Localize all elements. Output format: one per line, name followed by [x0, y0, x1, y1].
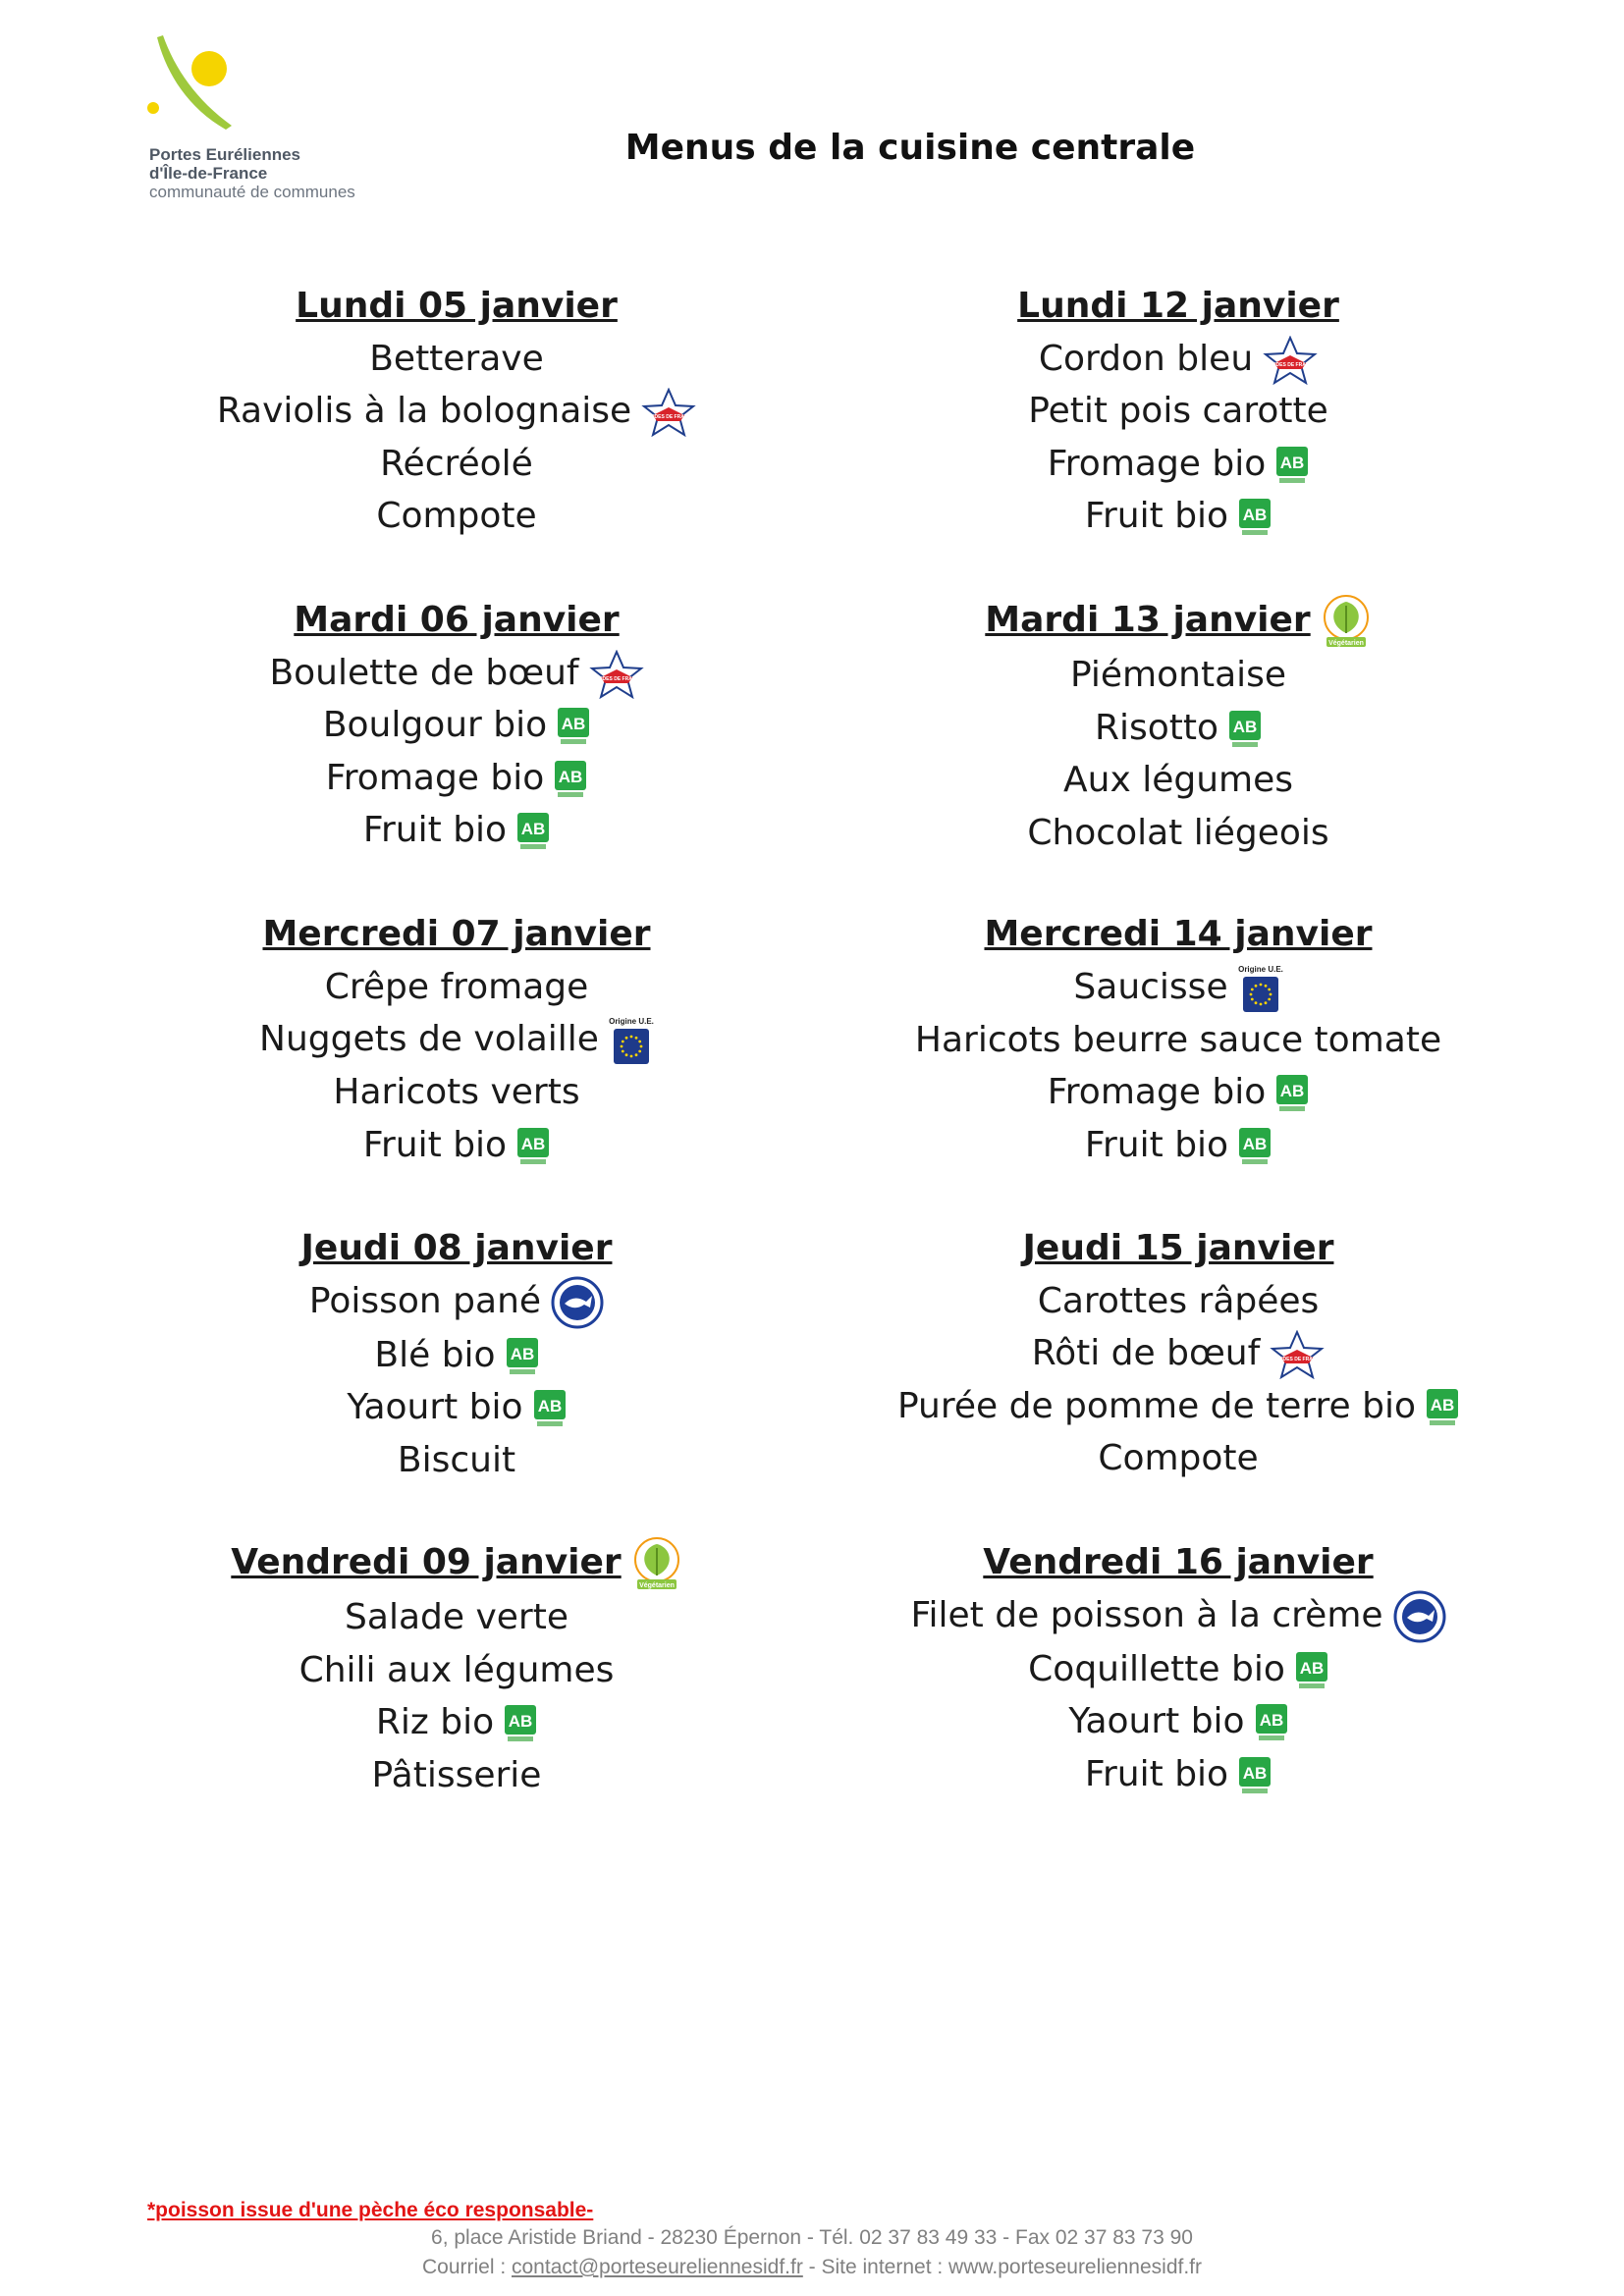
menu-item: [815, 1327, 1542, 1380]
day-title-text: Mardi 06 janvier: [294, 600, 620, 640]
menu-item: [815, 1643, 1542, 1696]
viandes-de-france-icon: [1260, 1333, 1325, 1373]
ab-bio-icon: [523, 1387, 567, 1427]
day-title: [93, 908, 820, 961]
day-menu: [93, 1536, 820, 1850]
menu-item-text: Fromage bio: [325, 757, 545, 798]
svg-text:VIANDES DE FRANCE: VIANDES DE FRANCE: [590, 675, 642, 682]
menu-item-text: Riz bio: [375, 1702, 495, 1742]
day-menu: [815, 908, 1542, 1222]
org-line-3: communauté de communes: [149, 183, 355, 201]
ab-bio-icon: [1285, 1649, 1328, 1689]
logo-mark-icon: [137, 29, 245, 137]
org-line-1: Portes Euréliennes: [149, 145, 301, 164]
viandes-de-france-icon: [1253, 339, 1318, 379]
day-menu: [815, 1536, 1542, 1850]
svg-text:AB: AB: [1430, 1395, 1455, 1415]
menu-item-text: Yaourt bio: [1068, 1701, 1245, 1741]
vegetarien-icon: [622, 1542, 682, 1589]
day-title: [815, 1536, 1542, 1589]
footer-address: 6, place Aristide Briand - 28230 Épernon - Tél. 02 37 83 49 33 - Fax 02 37 83 73 90: [431, 2226, 1193, 2249]
day-title: [815, 594, 1542, 649]
ab-bio-icon: [1416, 1386, 1459, 1426]
menu-item: [93, 804, 820, 857]
svg-text:AB: AB: [559, 767, 583, 786]
menu-item: [815, 490, 1542, 543]
ab-bio-icon: [1228, 1754, 1272, 1794]
day-title-text: Jeudi 15 janvier: [1022, 1228, 1334, 1268]
svg-text:VIANDES DE FRANCE: VIANDES DE FRANCE: [642, 414, 695, 420]
footer-contact: [0, 2256, 1624, 2279]
ab-bio-icon: [496, 1335, 539, 1375]
day-title-text: Vendredi 09 janvier: [231, 1542, 622, 1582]
menu-item: [93, 752, 820, 805]
menu-column-week-2: [815, 280, 1542, 1850]
day-menu: [93, 594, 820, 908]
menu-item-text: Coquillette bio: [1028, 1648, 1285, 1689]
day-title-text: Mardi 13 janvier: [985, 600, 1311, 640]
menu-item-text: Boulgour bio: [322, 705, 548, 745]
origine-ue-icon: [1228, 964, 1283, 1007]
menu-item-text: Poisson pané: [308, 1280, 542, 1321]
menu-item: [93, 647, 820, 700]
menu-item-text: Récréolé: [380, 443, 533, 484]
menu-item-text: Fruit bio: [1084, 1124, 1229, 1165]
ab-bio-icon: [494, 1702, 537, 1742]
menu-item: [93, 1381, 820, 1434]
menu-item-text: Biscuit: [397, 1439, 516, 1480]
website-link[interactable]: www.porteseureliennesidf.fr: [948, 2256, 1203, 2278]
site-label: - Site internet :: [802, 2256, 949, 2278]
ab-bio-icon: [507, 810, 550, 850]
menu-item-text: Chili aux légumes: [298, 1649, 615, 1690]
ab-bio-icon: [544, 758, 587, 798]
ab-bio-icon: [507, 1125, 550, 1165]
menu-item: [815, 1695, 1542, 1748]
menu-item-text: Nuggets de volaille: [259, 1019, 599, 1059]
menu-item: [815, 1275, 1542, 1328]
menu-item: [815, 1380, 1542, 1433]
day-title: [93, 1222, 820, 1275]
menu-item: [93, 1591, 820, 1644]
viandes-de-france-icon: [579, 653, 644, 693]
menu-item-text: Filet de poisson à la crème: [910, 1594, 1383, 1635]
menu-item: [815, 807, 1542, 860]
menu-item: [93, 385, 820, 438]
menu-item: [93, 699, 820, 752]
vegetarien-icon: [1311, 600, 1372, 647]
menu-item: [93, 1013, 820, 1066]
day-menu: [815, 594, 1542, 908]
day-title-text: Jeudi 08 janvier: [300, 1228, 613, 1268]
menu-item: [815, 702, 1542, 755]
page-title: Menus de la cuisine centrale: [624, 128, 1196, 168]
menu-item: [815, 333, 1542, 386]
svg-text:AB: AB: [1242, 1134, 1268, 1153]
svg-text:AB: AB: [561, 715, 586, 733]
menu-item: [815, 438, 1542, 491]
contact-label: Courriel :: [421, 2256, 512, 2278]
svg-text:AB: AB: [1299, 1658, 1325, 1678]
ab-bio-icon: [547, 705, 590, 745]
ab-bio-icon: [1266, 444, 1309, 484]
day-title-text: Mercredi 14 janvier: [984, 914, 1373, 954]
menu-item-text: Salade verte: [345, 1597, 568, 1637]
menu-item: [93, 1066, 820, 1119]
svg-text:AB: AB: [520, 1134, 546, 1153]
menu-item-text: Rôti de bœuf: [1031, 1333, 1261, 1373]
menu-item: [815, 1014, 1542, 1067]
menu-item-text: Petit pois carotte: [1028, 391, 1328, 431]
day-title: [93, 1536, 820, 1591]
menu-item-text: Raviolis à la bolognaise: [216, 391, 632, 431]
svg-text:AB: AB: [508, 1712, 533, 1731]
ab-bio-icon: [1266, 1072, 1309, 1112]
day-title: [93, 594, 820, 647]
day-title-text: Lundi 12 janvier: [1017, 286, 1339, 326]
menu-item-text: Compote: [1098, 1438, 1259, 1478]
viandes-de-france-icon: [631, 391, 696, 431]
day-title: [815, 908, 1542, 961]
menu-item: [93, 1119, 820, 1172]
menu-item-text: Fruit bio: [362, 810, 508, 850]
svg-text:AB: AB: [520, 820, 546, 838]
day-title: [815, 1222, 1542, 1275]
logo: [137, 29, 373, 216]
menu-item: [815, 1432, 1542, 1485]
menu-item-text: Fruit bio: [1084, 1753, 1229, 1794]
menu-item-text: Aux légumes: [1063, 760, 1293, 800]
menu-item: [815, 1066, 1542, 1119]
svg-text:Origine U.E.: Origine U.E.: [609, 1017, 654, 1026]
day-title-text: Vendredi 16 janvier: [983, 1542, 1374, 1582]
day-title-text: Mercredi 07 janvier: [262, 914, 651, 954]
menu-item-text: Saucisse: [1073, 966, 1228, 1007]
menu-item-text: Fruit bio: [362, 1124, 508, 1165]
ab-bio-icon: [1218, 708, 1262, 748]
menu-item-text: Yaourt bio: [347, 1387, 523, 1427]
day-menu: [815, 1222, 1542, 1536]
menu-item: [93, 1434, 820, 1487]
svg-text:AB: AB: [1259, 1711, 1283, 1730]
org-line-2: d'Île-de-France: [149, 164, 268, 183]
svg-text:AB: AB: [1242, 506, 1268, 524]
menu-item: [93, 1696, 820, 1749]
menu-item: [815, 649, 1542, 702]
svg-text:AB: AB: [510, 1344, 534, 1363]
svg-text:VIANDES DE FRANCE: VIANDES DE FRANCE: [1264, 361, 1317, 368]
menu-item-text: Crêpe fromage: [324, 966, 589, 1007]
svg-text:Origine U.E.: Origine U.E.: [1237, 964, 1283, 974]
svg-text:AB: AB: [1280, 453, 1305, 472]
email-link[interactable]: contact@porteseureliennesidf.fr: [512, 2256, 803, 2278]
svg-text:Végétarien: Végétarien: [1327, 640, 1364, 647]
svg-text:AB: AB: [537, 1397, 562, 1415]
menu-item-text: Fromage bio: [1047, 1072, 1267, 1112]
ab-bio-icon: [1228, 1125, 1272, 1165]
menu-item-text: Purée de pomme de terre bio: [896, 1385, 1417, 1426]
day-menu: [815, 280, 1542, 594]
ab-bio-icon: [1245, 1701, 1288, 1741]
menu-item-text: Carottes râpées: [1037, 1280, 1320, 1321]
menu-item-text: Pâtisserie: [371, 1754, 542, 1795]
menu-item: [93, 1749, 820, 1802]
menu-item-text: Fromage bio: [1047, 443, 1267, 484]
day-menu: [93, 280, 820, 594]
day-menu: [93, 908, 820, 1222]
menu-item: [93, 1275, 820, 1329]
menu-item-text: Piémontaise: [1069, 655, 1287, 695]
peche-durable-icon: [1383, 1595, 1446, 1635]
day-menu: [93, 1222, 820, 1536]
menu-item-text: Risotto: [1094, 707, 1219, 748]
day-title-text: Lundi 05 janvier: [296, 286, 618, 326]
menu-item-text: Haricots verts: [333, 1072, 580, 1112]
day-title: [93, 280, 820, 333]
svg-text:VIANDES DE FRANCE: VIANDES DE FRANCE: [1271, 1357, 1324, 1362]
menu-item: [815, 754, 1542, 807]
svg-text:Végétarien: Végétarien: [638, 1582, 675, 1589]
menu-item: [93, 1644, 820, 1697]
peche-durable-icon: [541, 1281, 604, 1321]
day-title: [815, 280, 1542, 333]
menu-item: [93, 490, 820, 543]
menu-item-text: Blé bio: [374, 1334, 496, 1375]
ab-bio-icon: [1228, 496, 1272, 536]
menu-item: [815, 385, 1542, 438]
menu-item-text: Haricots beurre sauce tomate: [914, 1019, 1442, 1060]
menu-column-week-1: [93, 280, 820, 1850]
menu-item: [815, 1119, 1542, 1172]
menu-item: [93, 1329, 820, 1382]
menu-item: [93, 438, 820, 491]
menu-item: [815, 1748, 1542, 1801]
menu-item-text: Fruit bio: [1084, 496, 1229, 536]
menu-item: [815, 961, 1542, 1014]
svg-text:AB: AB: [1242, 1763, 1268, 1783]
footer-note: *poisson issue d'une pèche éco responsable-: [147, 2199, 594, 2221]
menu-item-text: Cordon bleu: [1038, 338, 1254, 379]
svg-text:AB: AB: [1280, 1082, 1305, 1100]
menu-item-text: Chocolat liégeois: [1027, 812, 1329, 853]
menu-item: [93, 961, 820, 1014]
svg-text:AB: AB: [1232, 717, 1258, 736]
menu-item: [815, 1589, 1542, 1643]
menu-item-text: Betterave: [369, 338, 544, 379]
origine-ue-icon: [599, 1019, 654, 1059]
menu-item: [93, 333, 820, 386]
menu-item-text: Compote: [376, 496, 537, 536]
menu-item-text: Boulette de bœuf: [269, 652, 579, 693]
